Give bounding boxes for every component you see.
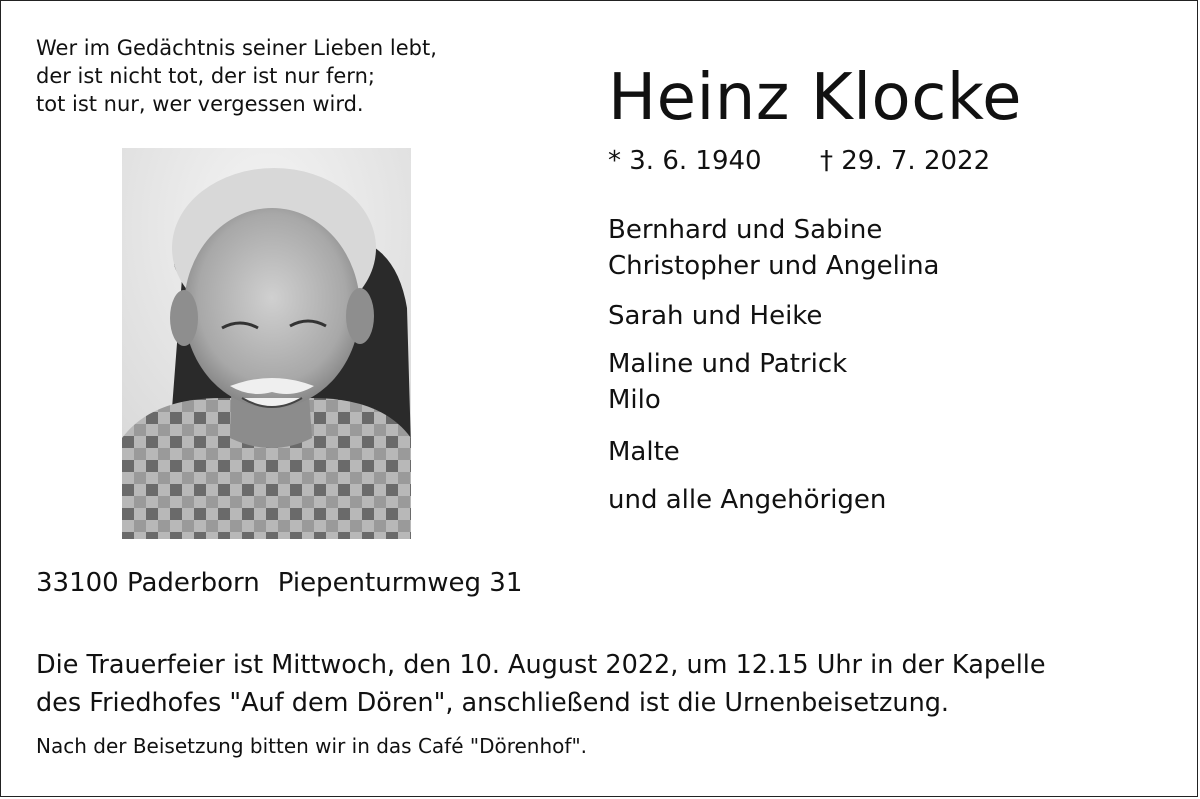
mourner-line: Maline und Patrick (608, 349, 848, 379)
address (36, 566, 522, 600)
mourner-line: und alle Angehörigen (608, 485, 887, 515)
reception-note: Nach der Beisetzung bitten wir in das Café "Dörenhof". (36, 734, 587, 758)
mourner-group (608, 482, 886, 518)
mourner-group (608, 434, 680, 470)
poem-line: der ist nicht tot, der ist nur fern; (36, 64, 375, 88)
life-dates (608, 144, 991, 178)
mourner-line: Sarah und Heike (608, 301, 823, 331)
mourner-line: Milo (608, 385, 661, 415)
mourner-group (608, 346, 847, 418)
portrait-photo (122, 148, 411, 539)
funeral-line: Die Trauerfeier ist Mittwoch, den 10. August 2022, um 12.15 Uhr in der Kapelle (36, 650, 1046, 680)
funeral-line: des Friedhofes "Auf dem Dören", anschließend ist die Urnenbeisetzung. (36, 688, 950, 718)
memorial-poem (36, 34, 437, 118)
mourner-group (608, 298, 822, 334)
mourner-line: Christopher und Angelina (608, 251, 940, 281)
mourner-line: Malte (608, 437, 680, 467)
birth-date: * 3. 6. 1940 (608, 146, 762, 176)
poem-line: tot ist nur, wer vergessen wird. (36, 92, 364, 116)
poem-line: Wer im Gedächtnis seiner Lieben lebt, (36, 36, 437, 60)
mourner-line: Bernhard und Sabine (608, 215, 883, 245)
address-street: Piepenturmweg 31 (277, 568, 523, 598)
deceased-name: Heinz Klocke (608, 61, 1023, 135)
funeral-notice (36, 646, 1046, 722)
mourner-group (608, 212, 939, 284)
address-city: 33100 Paderborn (36, 568, 260, 598)
death-date: † 29. 7. 2022 (820, 146, 991, 176)
